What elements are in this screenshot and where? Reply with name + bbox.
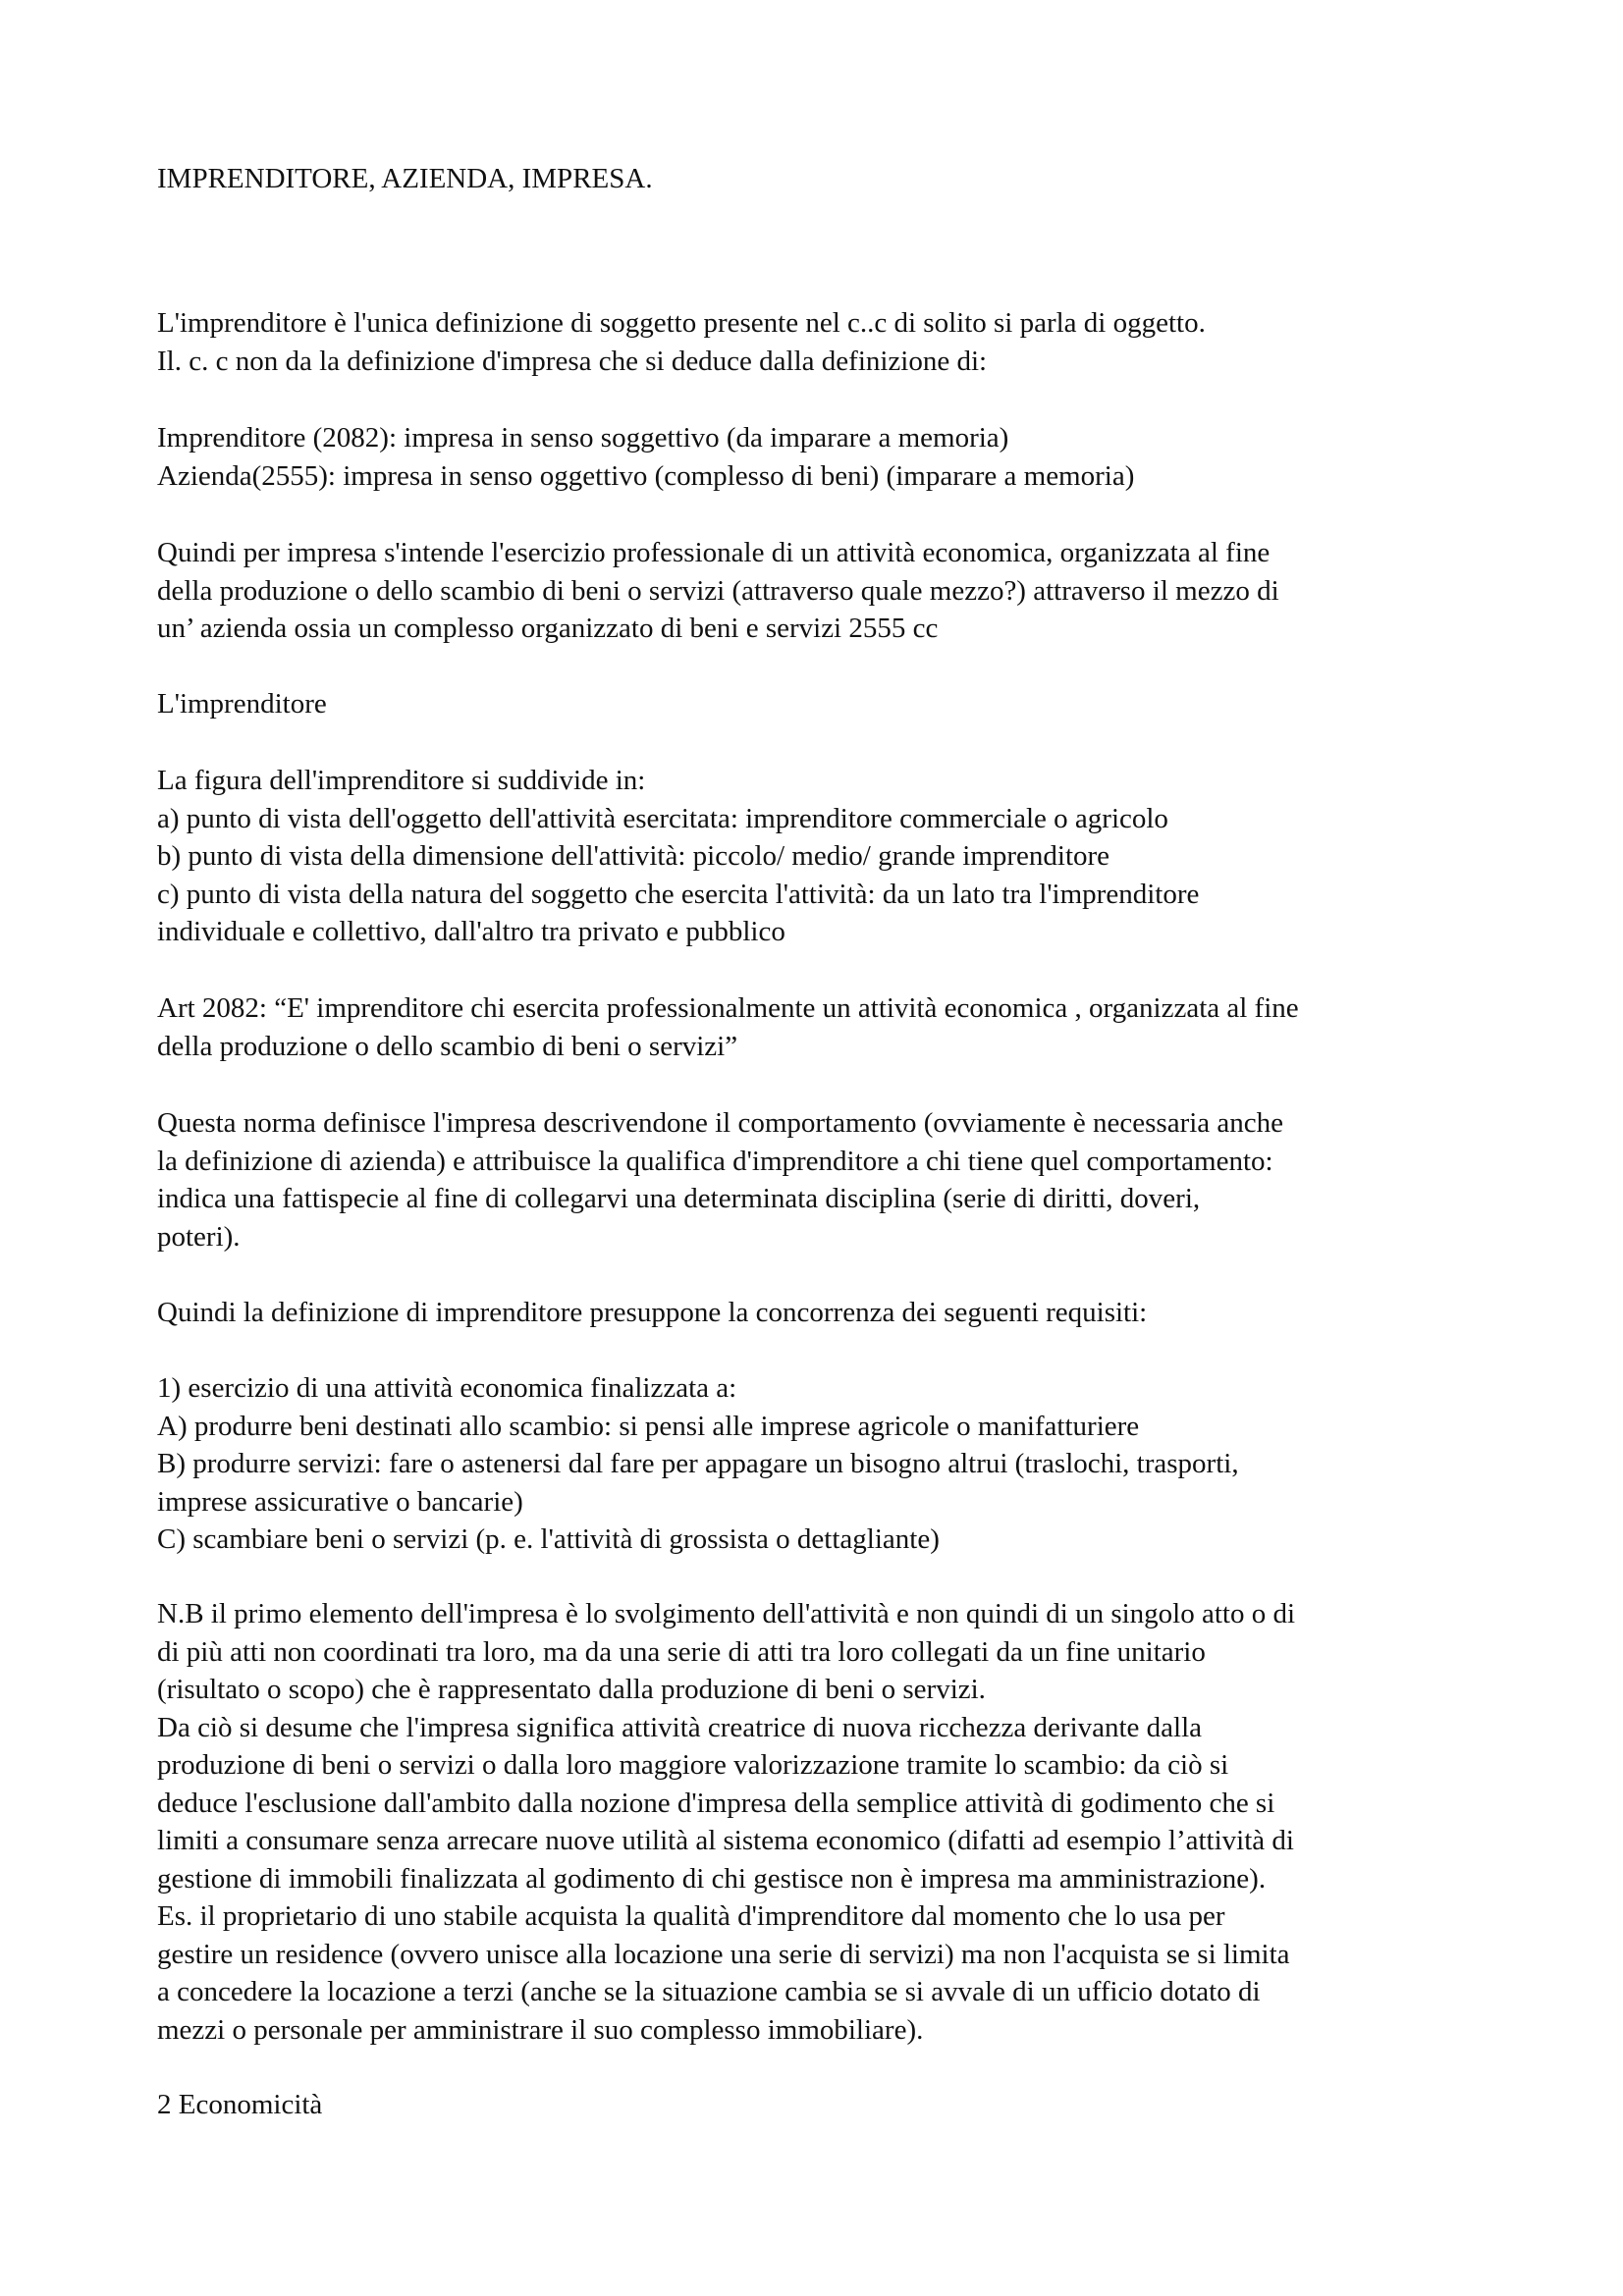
paragraph-art-2082 [157, 989, 1512, 1065]
text-line: la definizione di azienda) e attribuisce la qualifica d'imprenditore a chi tiene quel comportamento: [157, 1145, 1273, 1177]
text-line: individuale e collettivo, dall'altro tra privato e pubblico [157, 916, 785, 947]
text-line: della produzione o dello scambio di beni o servizi” [157, 1030, 738, 1062]
paragraph-intro [157, 304, 1512, 380]
text-line: N.B il primo elemento dell'impresa è lo svolgimento dell'attività e non quindi di un singolo atto o di [157, 1598, 1296, 1629]
heading-line: 2 Economicità [157, 2089, 323, 2120]
text-line: produzione di beni o servizi o dalla loro maggiore valorizzazione tramite lo scambio: da ciò si [157, 1749, 1229, 1781]
text-line: un’ azienda ossia un complesso organizzato di beni e servizi 2555 cc [157, 613, 939, 644]
text-line: Questa norma definisce l'impresa descrivendone il comportamento (ovviamente è necessaria anche [157, 1107, 1284, 1139]
text-line: imprese assicurative o bancarie) [157, 1485, 523, 1518]
paragraph-esercizio [157, 1369, 1512, 1559]
text-line: Da ciò si desume che l'impresa significa attività creatrice di nuova ricchezza derivante dalla [157, 1711, 1203, 1743]
text-line: Quindi la definizione di imprenditore presuppone la concorrenza dei seguenti requisiti: [157, 1297, 1148, 1328]
text-line: Art 2082: “E' imprenditore chi esercita professionalmente un attività economica , organizzata al fine [157, 992, 1299, 1024]
text-line: della produzione o dello scambio di beni o servizi (attraverso quale mezzo?) attraverso il mezzo di [157, 574, 1279, 607]
text-line: Il. c. c non da la definizione d'impresa che si deduce dalla definizione di: [157, 345, 988, 377]
list-item: C) scambiare beni o servizi (p. e. l'attività di grossista o dettagliante) [157, 1523, 940, 1555]
paragraph-nota-bene [157, 1595, 1512, 2049]
text-line: Quindi per impresa s'intende l'esercizio professionale di un attività economica, organizzata al fine [157, 537, 1271, 568]
text-line: gestire un residence (ovvero unisce alla locazione una serie di servizi) ma non l'acquista se si limita [157, 1938, 1290, 1970]
section-heading-economicita [157, 2086, 1512, 2124]
list-item: a) punto di vista dell'oggetto dell'attività esercitata: imprenditore commerciale o agricolo [157, 802, 1168, 834]
title-line: IMPRENDITORE, AZIENDA, IMPRESA. [157, 163, 653, 194]
text-line: di più atti non coordinati tra loro, ma da una serie di atti tra loro collegati da un fine unitario [157, 1635, 1206, 1668]
text-line: L'imprenditore è l'unica definizione di soggetto presente nel c..c di solito si parla di oggetto. [157, 307, 1206, 339]
list-item: B) produrre servizi: fare o astenersi dal fare per appagare un bisogno altrui (traslochi, trasporti, [157, 1448, 1239, 1479]
list-item: b) punto di vista della dimensione dell'attività: piccolo/ medio/ grande imprenditore [157, 840, 1110, 872]
list-item: A) produrre beni destinati allo scambio: si pensi alle imprese agricole o manifatturiere [157, 1410, 1140, 1442]
list-item: c) punto di vista della natura del soggetto che esercita l'attività: da un lato tra l'imprenditore [157, 878, 1200, 910]
section-heading-imprenditore [157, 685, 1512, 723]
paragraph-impresa-definition [157, 534, 1512, 648]
text-line: (risultato o scopo) che è rappresentato dalla produzione di beni o servizi. [157, 1674, 986, 1705]
text-line: gestione di immobili finalizzata al godimento di chi gestisce non è impresa ma amministrazione). [157, 1862, 1267, 1895]
list-item: 1) esercizio di una attività economica finalizzata a: [157, 1372, 737, 1404]
text-line: Azienda(2555): impresa in senso oggettivo (complesso di beni) (imparare a memoria) [157, 459, 1135, 492]
paragraph-figura [157, 762, 1512, 951]
heading-line: L'imprenditore [157, 688, 327, 720]
paragraph-definitions [157, 419, 1512, 495]
paragraph-norma [157, 1104, 1512, 1255]
document-title [157, 160, 1512, 198]
text-line: indica una fattispecie al fine di collegarvi una determinata disciplina (serie di diritti, doveri, [157, 1183, 1201, 1214]
text-line: Imprenditore (2082): impresa in senso soggettivo (da imparare a memoria) [157, 422, 1009, 454]
paragraph-requisiti [157, 1294, 1512, 1332]
text-line: limiti a consumare senza arrecare nuove utilità al sistema economico (difatti ad esempio l’attività di [157, 1825, 1294, 1856]
text-line: mezzi o personale per amministrare il suo complesso immobiliare). [157, 2013, 924, 2046]
text-line: Es. il proprietario di uno stabile acquista la qualità d'imprenditore dal momento che lo usa per [157, 1900, 1225, 1932]
text-line: poteri). [157, 1220, 241, 1253]
text-line: a concedere la locazione a terzi (anche se la situazione cambia se si avvale di un ufficio dotato di [157, 1976, 1261, 2007]
text-line: La figura dell'imprenditore si suddivide in: [157, 765, 646, 796]
text-line: deduce l'esclusione dall'ambito dalla nozione d'impresa della semplice attività di godimento che si [157, 1787, 1275, 1819]
